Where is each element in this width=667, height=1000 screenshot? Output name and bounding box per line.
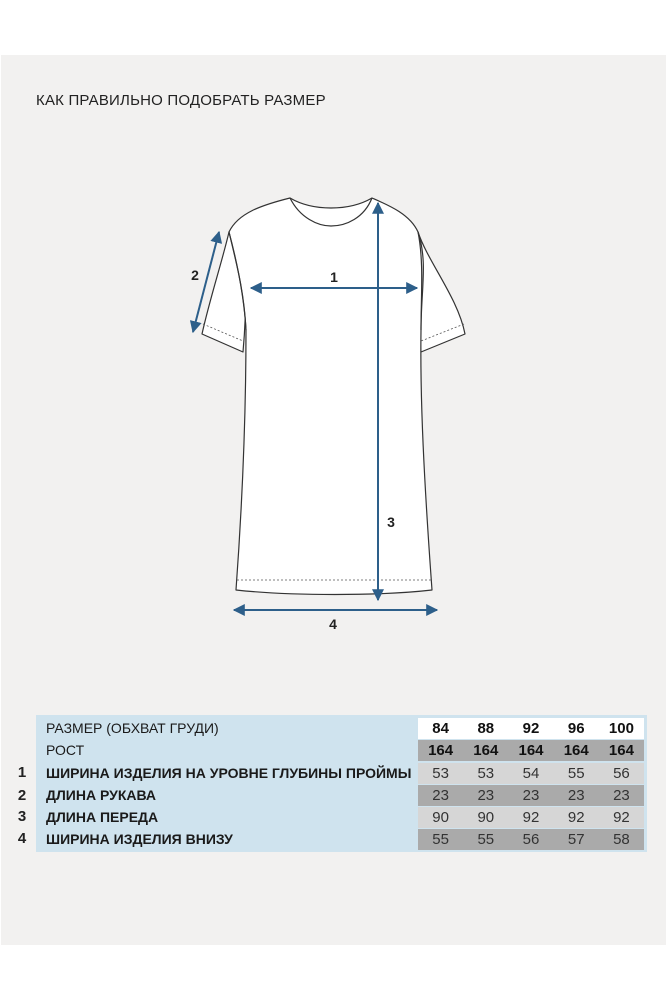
cell-value: 57 — [567, 831, 585, 848]
cell-value: 56 — [613, 765, 630, 782]
row-label: ШИРИНА ИЗДЕЛИЯ ВНИЗУ — [46, 831, 233, 847]
size-value: 96 — [567, 720, 585, 737]
height-label: РОСТ — [46, 742, 85, 758]
table-row-height — [36, 739, 647, 762]
page-title: КАК ПРАВИЛЬНО ПОДОБРАТЬ РАЗМЕР — [36, 92, 326, 109]
row-values — [418, 829, 644, 850]
height-value: 164 — [563, 742, 589, 759]
row-label: ШИРИНА ИЗДЕЛИЯ НА УРОВНЕ ГЛУБИНЫ ПРОЙМЫ — [46, 765, 412, 781]
cell-value: 23 — [432, 787, 449, 804]
cell-value: 53 — [432, 765, 449, 782]
size-value: 84 — [432, 720, 449, 737]
size-values — [418, 718, 644, 739]
row-number: 4 — [17, 830, 27, 847]
row-values — [418, 807, 644, 828]
cell-value: 58 — [613, 831, 630, 848]
cell-value: 23 — [477, 787, 495, 804]
table-row — [36, 806, 647, 829]
row-label: ДЛИНА РУКАВА — [46, 787, 157, 803]
cell-value: 90 — [477, 809, 495, 826]
row-values — [418, 763, 644, 784]
chest-width-label: 1 — [330, 269, 338, 285]
row-number: 3 — [17, 808, 27, 825]
front-length-label: 3 — [387, 514, 395, 530]
cell-value: 92 — [522, 809, 540, 826]
row-label: ДЛИНА ПЕРЕДА — [46, 809, 159, 825]
cell-value: 54 — [522, 765, 540, 782]
height-value: 164 — [518, 742, 544, 759]
cell-value: 92 — [613, 809, 630, 826]
hem-width-label: 4 — [329, 616, 337, 632]
cell-value: 55 — [477, 831, 495, 848]
size-value: 88 — [477, 720, 495, 737]
table-row — [36, 762, 647, 785]
table-row — [36, 784, 647, 807]
height-value: 164 — [473, 742, 499, 759]
cell-value: 56 — [522, 831, 540, 848]
cell-value: 23 — [567, 787, 585, 804]
cell-value: 55 — [432, 831, 449, 848]
cell-value: 23 — [613, 787, 630, 804]
size-table — [36, 715, 647, 852]
height-values — [418, 740, 644, 761]
tshirt-outline — [202, 198, 465, 595]
size-label: РАЗМЕР (ОБХВАТ ГРУДИ) — [46, 720, 219, 736]
height-value: 164 — [428, 742, 454, 759]
table-row-size — [36, 717, 647, 740]
table-row — [36, 828, 647, 851]
row-number: 1 — [17, 764, 27, 781]
cell-value: 23 — [522, 787, 540, 804]
size-value: 100 — [608, 720, 634, 737]
cell-value: 55 — [567, 765, 585, 782]
height-value: 164 — [608, 742, 634, 759]
size-value: 92 — [522, 720, 540, 737]
cell-value: 90 — [432, 809, 449, 826]
cell-value: 92 — [567, 809, 585, 826]
cell-value: 53 — [477, 765, 495, 782]
sleeve-length-label: 2 — [191, 267, 199, 283]
row-values — [418, 785, 644, 806]
row-number: 2 — [17, 787, 27, 804]
